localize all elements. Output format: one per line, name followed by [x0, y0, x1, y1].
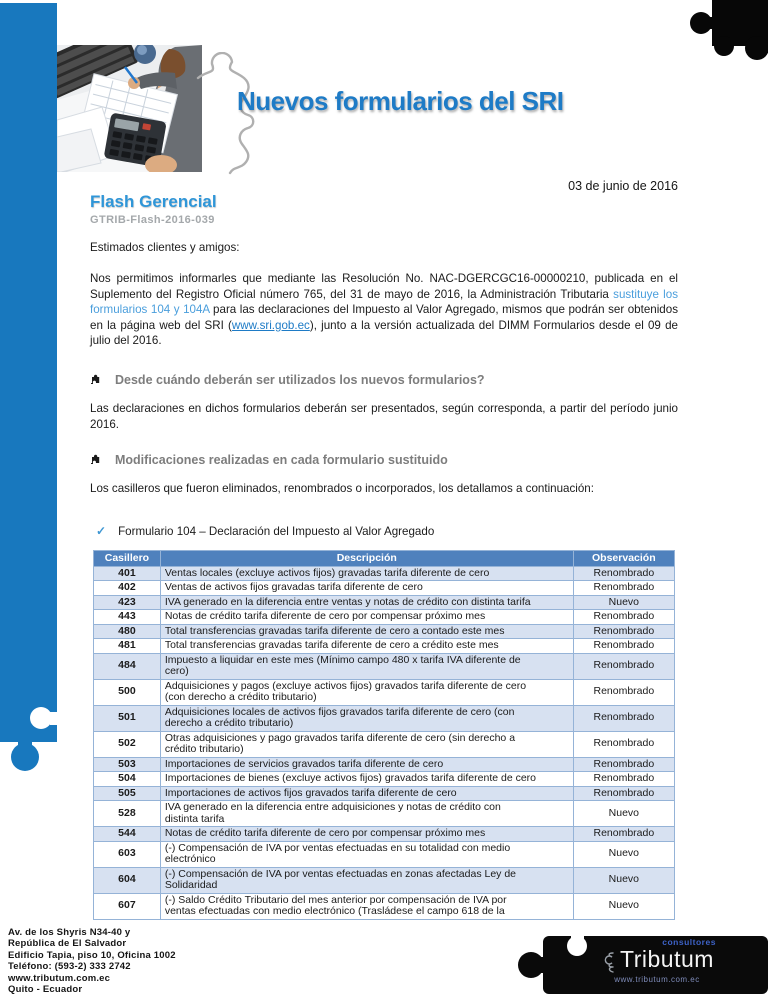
cell-observacion: Renombrado [573, 757, 674, 772]
cell-descripcion: IVA generado en la diferencia entre ventas y notas de crédito con distinta tarifa [160, 595, 573, 610]
col-header-casillero: Casillero [94, 551, 161, 567]
cell-observacion: Renombrado [573, 624, 674, 639]
check-icon: ✓ [96, 524, 107, 538]
cell-descripcion: IVA generado en la diferencia entre adquisiciones y notas de crédito con distinta tarifa [160, 801, 573, 827]
cell-casillero: 501 [94, 705, 161, 731]
footer-address-line: Teléfono: (593-2) 333 2742 [8, 961, 131, 973]
cell-observacion: Renombrado [573, 653, 674, 679]
cell-observacion: Renombrado [573, 827, 674, 842]
table-row [94, 624, 675, 639]
form-104-table [93, 550, 675, 920]
cell-casillero: 604 [94, 867, 161, 893]
header-photo [57, 45, 202, 172]
cell-observacion: Renombrado [573, 679, 674, 705]
table-row [94, 653, 675, 679]
flash-code: GTRIB-Flash-2016-039 [90, 214, 215, 226]
cell-observacion: Nuevo [573, 867, 674, 893]
cell-observacion: Renombrado [573, 581, 674, 596]
cell-casillero: 505 [94, 786, 161, 801]
form-104-bullet-text: Formulario 104 – Declaración del Impuesto al Valor Agregado [118, 525, 435, 538]
table-row [94, 841, 675, 867]
table-row [94, 893, 675, 919]
cell-descripcion: Adquisiciones locales de activos fijos gravados tarifa diferente de cero (con derecho a crédito tributario) [160, 705, 573, 731]
cell-descripcion: (-) Compensación de IVA por ventas efectuadas en zonas afectadas Ley de Solidaridad [160, 867, 573, 893]
col-header-descripcion: Descripción [160, 551, 573, 567]
intro-highlight: sustituye los formularios 104 y 104A [90, 287, 678, 317]
footer-address-line: Quito - Ecuador [8, 984, 83, 994]
cell-descripcion: Notas de crédito tarifa diferente de cero por compensar próximo mes [160, 827, 573, 842]
cell-casillero: 544 [94, 827, 161, 842]
cell-descripcion: Otras adquisiciones y pago gravados tarifa diferente de cero (sin derecho a crédito tributario) [160, 731, 573, 757]
logo-tagline: consultores [662, 937, 716, 947]
logo-url[interactable]: www.tributum.com.ec [614, 975, 700, 984]
puzzle-bullet-icon [90, 453, 101, 464]
cell-descripcion: Ventas de activos fijos gravadas tarifa diferente de cero [160, 581, 573, 596]
table-row [94, 581, 675, 596]
cell-observacion: Renombrado [573, 705, 674, 731]
cell-casillero: 528 [94, 801, 161, 827]
cell-casillero: 423 [94, 595, 161, 610]
cell-casillero: 607 [94, 893, 161, 919]
intro-text-b: para las declaraciones del Impuesto al Valor Agregado, mismos que podrán ser obtenidos en la página web del SRI ( [90, 303, 678, 332]
intro-paragraph [90, 271, 678, 349]
intro-text-a: Nos permitimos informarles que mediante las Resolución No. NAC-DGERCGC16-00000210, publicada en el Suplemento del Registro Oficial número 765, del 31 de mayo de 2016, la Administración Tributaria [90, 272, 678, 301]
cell-descripcion: Total transferencias gravadas tarifa diferente de cero a contado este mes [160, 624, 573, 639]
table-row [94, 595, 675, 610]
cell-observacion: Renombrado [573, 731, 674, 757]
cell-casillero: 502 [94, 731, 161, 757]
table-row [94, 827, 675, 842]
cell-observacion: Renombrado [573, 786, 674, 801]
footer-address-line: Av. de los Shyris N34-40 y [8, 927, 131, 938]
page-title: Nuevos formularios del SRI [237, 86, 564, 116]
section-heading-1 [90, 373, 678, 387]
table-row [94, 772, 675, 787]
date-text: 03 de junio de 2016 [568, 179, 678, 193]
cell-casillero: 503 [94, 757, 161, 772]
cell-descripcion: Importaciones de bienes (excluye activos fijos) gravados tarifa diferente de cero [160, 772, 573, 787]
section-heading-2 [90, 453, 678, 467]
cell-casillero: 401 [94, 566, 161, 581]
cell-casillero: 481 [94, 639, 161, 654]
table-row [94, 731, 675, 757]
puzzle-bullet-icon [90, 373, 101, 384]
cell-descripcion: Importaciones de servicios gravados tarifa diferente de cero [160, 757, 573, 772]
footer-address [8, 927, 176, 994]
greeting-text: Estimados clientes y amigos: [90, 241, 240, 254]
col-header-observacion: Observación [573, 551, 674, 567]
section-heading-2-text: Modificaciones realizadas en cada formulario sustituido [115, 453, 448, 467]
footer-address-line: Edificio Tapia, piso 10, Oficina 1002 [8, 949, 176, 961]
cell-descripcion: Total transferencias gravadas tarifa diferente de cero a crédito este mes [160, 639, 573, 654]
logo-puzzle-outline-icon [600, 951, 616, 973]
logo-name: Tributum [620, 946, 714, 972]
table-row [94, 705, 675, 731]
flash-title: Flash Gerencial [90, 192, 217, 211]
puzzle-piece-icon [686, 0, 768, 70]
cell-observacion: Nuevo [573, 801, 674, 827]
footer-address-line: www.tributum.com.ec [8, 972, 111, 984]
cell-observacion: Nuevo [573, 841, 674, 867]
intro-text-c: ), junto a la versión actualizada del DIMM Formularios desde el 09 de julio del 2016. [90, 318, 678, 348]
table-row [94, 867, 675, 893]
table-row [94, 639, 675, 654]
cell-casillero: 500 [94, 679, 161, 705]
form-104-bullet [96, 524, 678, 538]
footer-address-line: República de El Salvador [8, 938, 127, 950]
section-heading-1-text: Desde cuándo deberán ser utilizados los nuevos formularios? [115, 373, 485, 387]
cell-casillero: 504 [94, 772, 161, 787]
table-row [94, 566, 675, 581]
table-header-row [94, 551, 675, 567]
cell-descripcion: (-) Saldo Crédito Tributario del mes anterior por compensación de IVA por ventas efectuadas con medio electrónico (Trasládese el campo 618 de la [160, 893, 573, 919]
cell-casillero: 443 [94, 610, 161, 625]
cell-descripcion: Notas de crédito tarifa diferente de cero por compensar próximo mes [160, 610, 573, 625]
table-row [94, 757, 675, 772]
sri-link[interactable]: www.sri.gob.ec [231, 318, 310, 332]
table-row [94, 801, 675, 827]
cell-observacion: Nuevo [573, 893, 674, 919]
logo-text-group [553, 938, 761, 992]
paragraph-casilleros: Los casilleros que fueron eliminados, renombrados o incorporados, los detallamos a continuación: [90, 482, 594, 495]
cell-observacion: Renombrado [573, 639, 674, 654]
cell-casillero: 402 [94, 581, 161, 596]
cell-casillero: 603 [94, 841, 161, 867]
table-row [94, 786, 675, 801]
cell-descripcion: Adquisiciones y pagos (excluye activos fijos) gravados tarifa diferente de cero (con derecho a crédito tributario) [160, 679, 573, 705]
cell-observacion: Renombrado [573, 772, 674, 787]
cell-observacion: Renombrado [573, 610, 674, 625]
cell-observacion: Renombrado [573, 566, 674, 581]
cell-casillero: 480 [94, 624, 161, 639]
cell-observacion: Nuevo [573, 595, 674, 610]
table-row [94, 610, 675, 625]
cell-descripcion: (-) Compensación de IVA por ventas efectuadas en su totalidad con medio electrónico [160, 841, 573, 867]
tributum-logo [505, 928, 768, 994]
table-row [94, 679, 675, 705]
paragraph-deadline: Las declaraciones en dichos formularios deberán ser presentados, según corresponda, a partir del período junio 2016. [90, 402, 678, 431]
cell-casillero: 484 [94, 653, 161, 679]
cell-descripcion: Impuesto a liquidar en este mes (Mínimo campo 480 x tarifa IVA diferente de cero) [160, 653, 573, 679]
cell-descripcion: Ventas locales (excluye activos fijos) gravadas tarifa diferente de cero [160, 566, 573, 581]
cell-descripcion: Importaciones de activos fijos gravados tarifa diferente de cero [160, 786, 573, 801]
